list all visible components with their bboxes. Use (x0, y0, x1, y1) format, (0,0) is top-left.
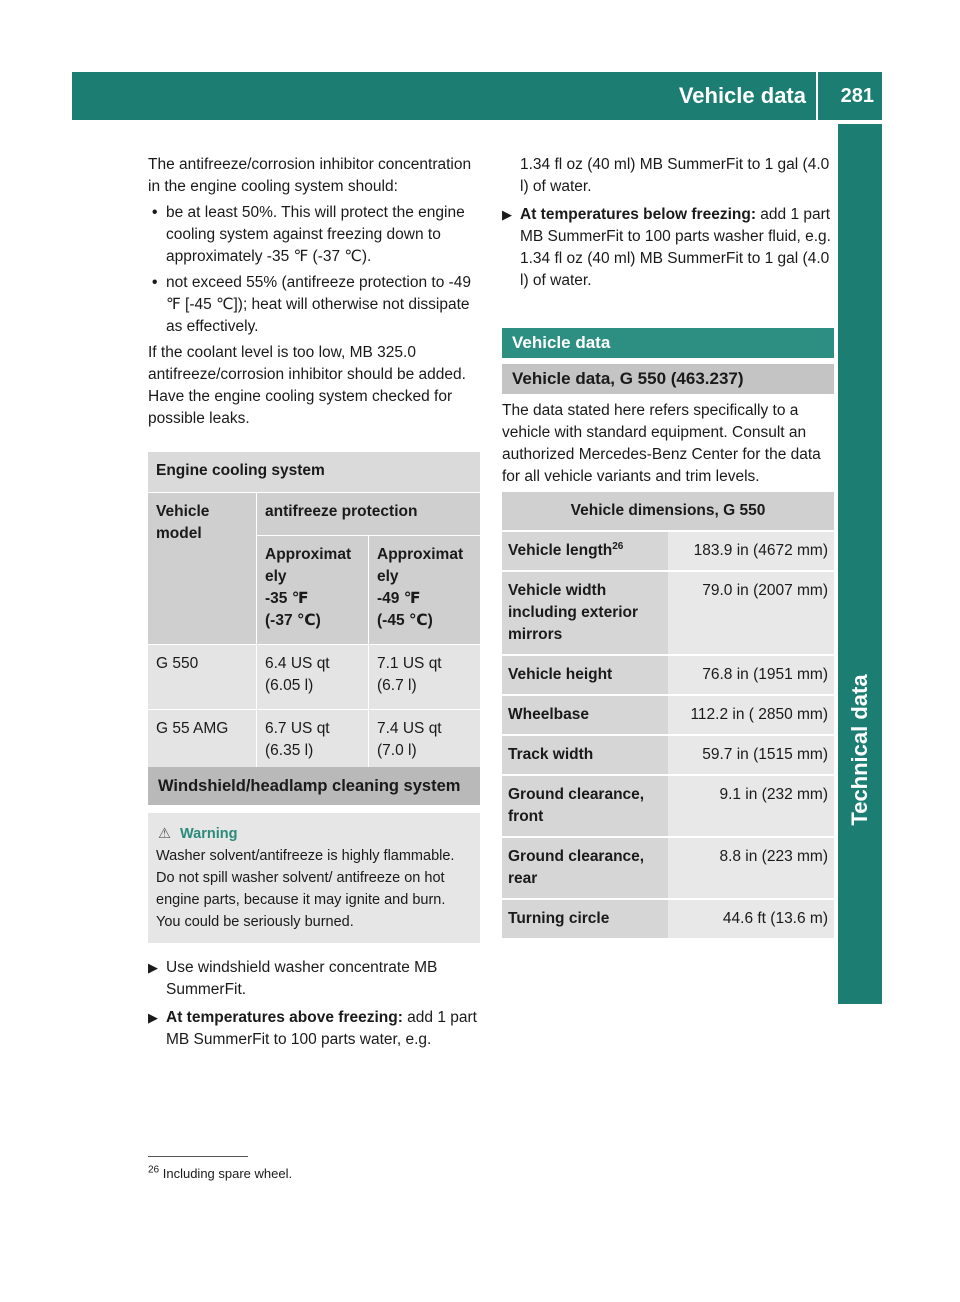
arrow-icon: ▶ (148, 1010, 158, 1025)
dim-key: Turning circle (502, 899, 668, 938)
side-tab-label-wrap (838, 645, 882, 855)
dimensions-table (502, 492, 834, 938)
dim-key: Vehicle height (502, 655, 668, 695)
value-cell (256, 709, 368, 774)
subcol-49 (368, 535, 480, 644)
table-row (502, 899, 834, 938)
warning-text: Washer solvent/antifreeze is highly flammable. Do not spill washer solvent/ antifreeze on hot engine parts, because it may ignite and burn. You could be seriously burned. (156, 848, 455, 930)
col-vehicle-model: Vehicle model (148, 492, 256, 644)
arrow-icon: ▶ (502, 207, 512, 222)
footnote (148, 1166, 292, 1181)
dim-key (502, 531, 668, 571)
table-row (502, 571, 834, 655)
value-text: (6.05 l) (265, 677, 314, 694)
dim-key: Wheelbase (502, 695, 668, 735)
subcol-text: -49 ℉ (377, 590, 421, 607)
warning-title-text: Warning (180, 826, 238, 842)
warning-triangle-icon: ⚠ (158, 826, 171, 842)
vehicle-data-section (502, 328, 834, 488)
table-row (148, 644, 480, 709)
step-text: Use windshield washer concentrate MB SummerFit. (166, 959, 438, 998)
table-row (502, 837, 834, 899)
subcol-text: Approximat (265, 546, 352, 563)
left-column (148, 154, 480, 430)
footnote-divider (148, 1156, 248, 1157)
dim-key: Track width (502, 735, 668, 775)
subcol-text: ely (265, 568, 287, 585)
side-tab-label: Technical data (847, 674, 872, 826)
page-number: 281 (840, 85, 874, 107)
warning-box (148, 813, 480, 943)
dim-value: 9.1 in (232 mm) (668, 775, 834, 837)
model-cell: G 55 AMG (148, 709, 256, 774)
table-row (502, 775, 834, 837)
subcol-text: Approximat (377, 546, 464, 563)
right-column (502, 154, 834, 292)
step-text: add 1 part MB SummerFit to 100 parts water, e.g. (166, 1009, 477, 1048)
step-item (148, 957, 480, 1001)
vehicle-data-desc: The data stated here refers specifically to a vehicle with standard equipment. Consult an authorized Mercedes-Benz Center for the data for all vehicle variants and trim levels. (502, 402, 821, 485)
dim-value: 112.2 in ( 2850 mm) (668, 695, 834, 735)
col-antifreeze-protection: antifreeze protection (256, 492, 480, 535)
footnote-number: 26 (148, 1164, 160, 1176)
step-text: add 1 part MB SummerFit to 100 parts washer fluid, e.g. 1.34 fl oz (40 ml) MB SummerFit to 1 gal (4.0 l) of water. (520, 206, 831, 289)
table-row (502, 655, 834, 695)
arrow-icon: ▶ (148, 960, 158, 975)
dim-value: 183.9 in (4672 mm) (668, 531, 834, 571)
value-text: 7.4 US qt (377, 720, 442, 737)
dim-key: Ground clearance, front (502, 775, 668, 837)
dim-key: Vehicle width including exterior mirrors (502, 571, 668, 655)
side-tab (838, 124, 882, 1004)
table-row (502, 695, 834, 735)
value-cell (368, 709, 480, 774)
engine-cooling-table-wrap (148, 452, 480, 774)
step-item (502, 204, 834, 292)
subcol-text: (-45 ℃) (377, 612, 433, 629)
section-heading: Vehicle data (502, 328, 834, 358)
washer-heading: Windshield/headlamp cleaning system (148, 767, 480, 805)
value-text: 6.4 US qt (265, 655, 330, 672)
model-cell: G 550 (148, 644, 256, 709)
value-text: (7.0 l) (377, 742, 417, 759)
continued-text: 1.34 fl oz (40 ml) MB SummerFit to 1 gal (4.0 l) of water. (520, 156, 830, 195)
dim-key: Ground clearance, rear (502, 837, 668, 899)
table-row (502, 735, 834, 775)
step-bold-text: At temperatures below freezing: (520, 206, 756, 223)
subcol-35 (256, 535, 368, 644)
value-cell (256, 644, 368, 709)
footnote-ref: 26 (612, 540, 624, 552)
washer-section (148, 767, 480, 1051)
dimensions-table-wrap (502, 492, 834, 938)
subcol-text: (-37 ℃) (265, 612, 321, 629)
value-text: (6.35 l) (265, 742, 314, 759)
step-item (148, 1007, 480, 1051)
value-text: 6.7 US qt (265, 720, 330, 737)
bullet-item: • not exceed 55% (antifreeze protection to -49 ℉ [-45 ℃]); heat will otherwise not dissipate as effectively. (148, 272, 480, 338)
subcol-text: ely (377, 568, 399, 585)
dim-value: 44.6 ft (13.6 m) (668, 899, 834, 938)
header-title: Vehicle data (679, 72, 818, 120)
subsection-heading: Vehicle data, G 550 (463.237) (502, 364, 834, 394)
engine-cooling-table (148, 452, 480, 774)
dim-value: 8.8 in (223 mm) (668, 837, 834, 899)
page-header (72, 72, 882, 120)
dimensions-table-title: Vehicle dimensions, G 550 (502, 492, 834, 531)
intro-text: The antifreeze/corrosion inhibitor concentration in the engine cooling system should: (148, 156, 472, 195)
step-bold-text: At temperatures above freezing: (166, 1009, 403, 1026)
table-row (148, 709, 480, 774)
table-row (502, 531, 834, 571)
warning-title (158, 823, 472, 845)
engine-table-title: Engine cooling system (148, 452, 480, 492)
dim-key-text: Vehicle length (508, 542, 613, 559)
subcol-text: -35 ℉ (265, 590, 309, 607)
value-text: (6.7 l) (377, 677, 417, 694)
value-cell (368, 644, 480, 709)
value-text: 7.1 US qt (377, 655, 442, 672)
coolant-note: If the coolant level is too low, MB 325.0 antifreeze/corrosion inhibitor should be added. Have the engine cooling system checked for possible leaks. (148, 344, 466, 427)
dim-value: 79.0 in (2007 mm) (668, 571, 834, 655)
dim-value: 76.8 in (1951 mm) (668, 655, 834, 695)
dim-value: 59.7 in (1515 mm) (668, 735, 834, 775)
footnote-text: Including spare wheel. (159, 1166, 293, 1181)
bullet-item: • be at least 50%. This will protect the engine cooling system against freezing down to approximately -35 ℉ (-37 ℃). (148, 202, 480, 268)
